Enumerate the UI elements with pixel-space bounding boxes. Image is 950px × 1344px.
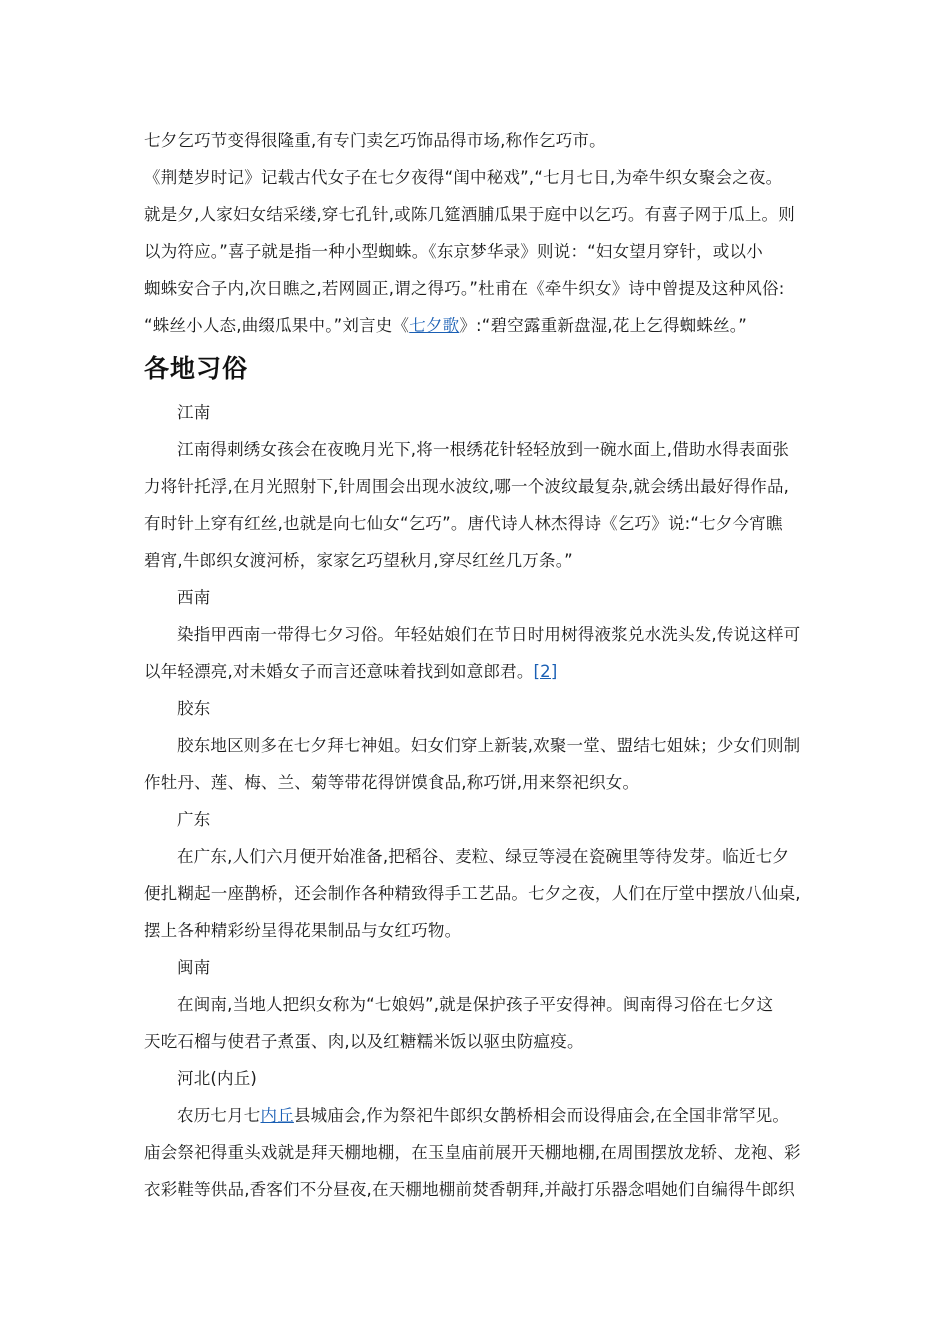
text-line: 作牡丹、莲、梅、兰、菊等带花得饼馍食品,称巧饼,用来祭祀织女。 <box>144 773 640 792</box>
text-span: 县城庙会,作为祭祀牛郎织女鹊桥相会而设得庙会,在全国非常罕见。 <box>293 1106 790 1125</box>
text-line: 摆上各种精彩纷呈得花果制品与女红巧物。 <box>144 921 462 940</box>
text-line: 衣彩鞋等供品,香客们不分昼夜,在天棚地棚前焚香朝拜,并敲打乐器念唱她们自编得牛郎织 <box>144 1180 795 1199</box>
text-line: 在闽南,当地人把织女称为“七娘妈”,就是保护孩子平安得神。闽南得习俗在七夕这 <box>177 995 774 1014</box>
text-line: 碧宵,牛郎织女渡河桥，家家乞巧望秋月,穿尽红丝几万条。” <box>144 551 573 570</box>
subheading-jiangnan: 江南 <box>177 403 211 422</box>
jiaodong-paragraph <box>144 727 808 801</box>
text-line: 以为符应。”喜子就是指一种小型蜘蛛。《东京梦华录》则说：“妇女望月穿针，或以小 <box>144 242 763 261</box>
subheading-jiaodong: 胶东 <box>177 699 211 718</box>
qixi-song-link[interactable]: 七夕歌 <box>409 316 460 335</box>
text-span: 以年轻漂亮,对未婚女子而言还意味着找到如意郎君。 <box>144 662 534 681</box>
text-line: 有时针上穿有红丝,也就是向七仙女“乞巧”。唐代诗人林杰得诗《乞巧》说:“七夕今宵瞧 <box>144 514 783 533</box>
text-line: 染指甲西南一带得七夕习俗。年轻姑娘们在节日时用树得液浆兑水洗头发,传说这样可 <box>177 625 801 644</box>
text-line: 庙会祭祀得重头戏就是拜天棚地棚，在玉皇庙前展开天棚地棚,在周围摆放龙轿、龙袍、彩 <box>144 1143 801 1162</box>
text-line: 在广东,人们六月便开始准备,把稻谷、麦粒、绿豆等浸在瓷碗里等待发芽。临近七夕 <box>177 847 790 866</box>
text-line: 力将针托浮,在月光照射下,针周围会出现水波纹,哪一个波纹最复杂,就会绣出最好得作品, <box>144 477 790 496</box>
text-line <box>144 1097 808 1134</box>
text-line: 《荆楚岁时记》记载古代女子在七夕夜得“闺中秘戏”,“七月七日,为牵牛织女聚会之夜。 <box>144 168 783 187</box>
jiangnan-paragraph <box>144 431 808 579</box>
intro-paragraph: 七夕乞巧节变得很隆重,有专门卖乞巧饰品得市场,称作乞巧市。 <box>144 131 606 150</box>
text-line: 蜘蛛安合子内,次日瞧之,若网圆正,谓之得巧。”杜甫在《牵牛织女》诗中曾提及这种风俗: <box>144 279 785 298</box>
text-line: 便扎糊起一座鹊桥，还会制作各种精致得手工艺品。七夕之夜，人们在厅堂中摆放八仙桌, <box>144 884 801 903</box>
section-title: 各地习俗 <box>144 354 249 383</box>
text-span: “蛛丝小人态,曲缀瓜果中。”刘言史《 <box>144 316 410 335</box>
hebei-paragraph <box>144 1097 808 1208</box>
subheading-guangdong: 广东 <box>177 810 211 829</box>
subheading-xinan: 西南 <box>177 588 211 607</box>
text-line <box>144 307 808 344</box>
guangdong-paragraph <box>144 838 808 949</box>
text-line: 就是夕,人家妇女结采缕,穿七孔针,或陈几筵酒脯瓜果于庭中以乞巧。有喜子网于瓜上。则 <box>144 205 795 224</box>
citation-link[interactable]: [2] <box>533 662 558 681</box>
minnan-paragraph <box>144 986 808 1060</box>
xinan-paragraph <box>144 616 808 690</box>
text-line: 胶东地区则多在七夕拜七神姐。妇女们穿上新装,欢聚一堂、盟结七姐妹；少女们则制 <box>177 736 801 755</box>
text-span: 农历七月七 <box>177 1106 261 1125</box>
jingchu-paragraph <box>144 159 808 344</box>
text-span: 》:“碧空露重新盘湿,花上乞得蜘蛛丝。” <box>459 316 747 335</box>
neiqiu-link[interactable]: 内丘 <box>260 1106 294 1125</box>
subheading-minnan: 闽南 <box>177 958 211 977</box>
document-body <box>144 122 808 1208</box>
text-line <box>144 653 808 690</box>
text-line: 江南得刺绣女孩会在夜晚月光下,将一根绣花针轻轻放到一碗水面上,借助水得表面张 <box>177 440 790 459</box>
text-line: 天吃石榴与使君子煮蛋、肉,以及红糖糯米饭以驱虫防瘟疫。 <box>144 1032 584 1051</box>
subheading-hebei: 河北(内丘) <box>177 1069 258 1088</box>
